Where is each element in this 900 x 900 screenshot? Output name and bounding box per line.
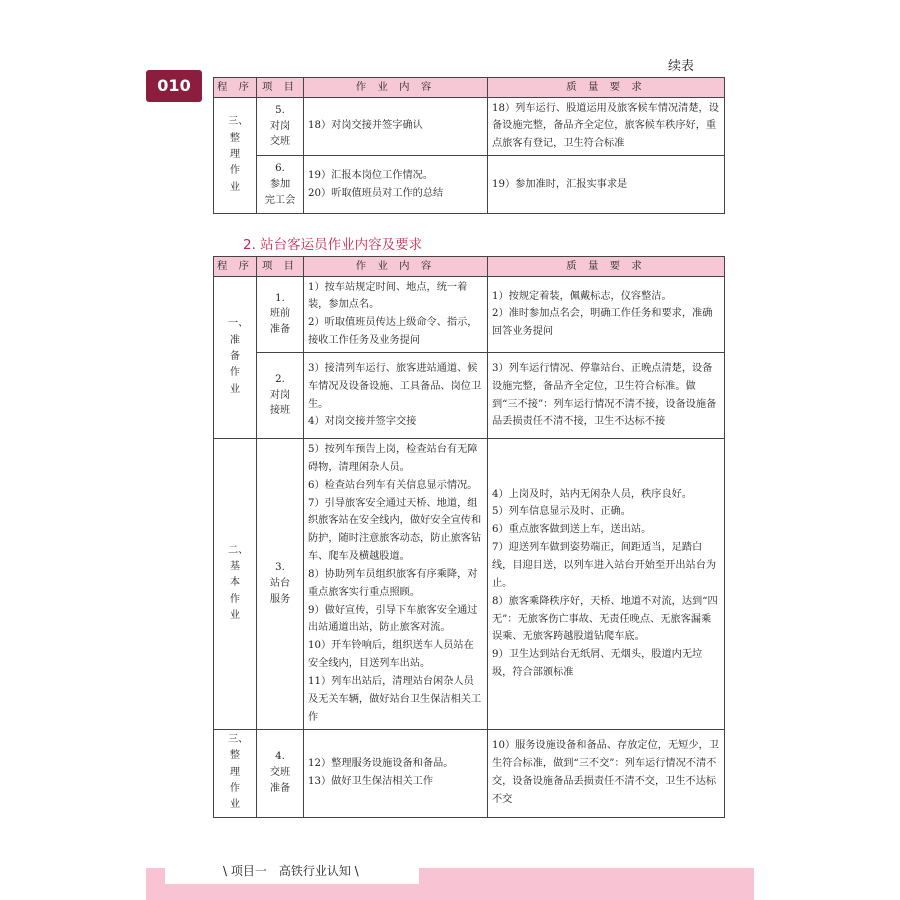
content-line: 12）整理服务设施设备和备品。 xyxy=(308,758,454,770)
content-cell xyxy=(304,276,488,352)
header-stage: 程 序 xyxy=(214,78,257,98)
header-item: 项 目 xyxy=(257,257,304,277)
table-header-row xyxy=(214,78,725,98)
continued-table xyxy=(213,77,725,214)
quality-cell xyxy=(488,156,725,214)
item-label: 5. 对岗 交班 xyxy=(269,104,291,148)
content-line: 6）检查站台列车有关信息显示情况。 xyxy=(308,479,478,491)
content-line: 2）听取值班员传达上级命令、指示，接收工作任务及业务提问 xyxy=(308,317,478,347)
duty-table xyxy=(213,256,725,818)
item-cell xyxy=(257,439,304,730)
quality-cell xyxy=(488,276,725,352)
quality-line: 6）重点旅客做到送上车，送出站。 xyxy=(492,524,652,536)
header-item: 项 目 xyxy=(257,78,304,98)
quality-line: 7）迎送列车做到姿势端正，间距适当，足踏白线，目迎目送，以列车进入站台开始至开出站台为止。 xyxy=(492,542,717,589)
content-cell xyxy=(304,439,488,730)
header-quality: 质 量 要 求 xyxy=(488,257,725,277)
content-cell xyxy=(304,97,488,156)
item-label: 6. 参加 完工会 xyxy=(264,162,296,206)
footer-chapter-label: \ 项目一 高铁行业认知 \ xyxy=(165,858,419,884)
content-line: 10）开车铃响后，组织送车人员站在安全线内，目送列车出站。 xyxy=(308,640,474,670)
item-cell xyxy=(257,156,304,214)
content-line: 1）按车站规定时间、地点，统一着装，参加点名。 xyxy=(308,281,468,311)
stage-cell xyxy=(214,276,257,438)
quality-line: 2）准时参加点名会，明确工作任务和要求，准确回答业务提问 xyxy=(492,308,713,338)
item-cell xyxy=(257,729,304,817)
quality-line: 10）服务设施设备和备品、存放定位，无短少，卫生符合标准，做到“三不交”：列车运行情况不清不交，设备设施备品丢损责任不清不交，卫生不达标不交 xyxy=(492,740,719,805)
section-title: 2. 站台客运员作业内容及要求 xyxy=(243,237,423,253)
header-content: 作 业 内 容 xyxy=(304,257,488,277)
table-row xyxy=(214,439,725,730)
quality-line: 5）列车信息显示及时、正确。 xyxy=(492,506,631,518)
quality-line: 3）列车运行情况、停靠站台、正晚点清楚，设备设施完整，备品齐全定位，卫生符合标准。做到“三不接”：列车运行情况不清不接，设备设施备品丢损责任不清不接，卫生不达标不接 xyxy=(492,362,717,428)
header-content: 作 业 内 容 xyxy=(304,78,488,98)
content-line: 7）引导旅客安全通过天桥、地道，组织旅客站在安全线内，做好安全宣传和防护，随时注意旅客动态，防止旅客钻车、爬车及横越股道。 xyxy=(308,497,482,563)
item-label: 4. 交班 准备 xyxy=(269,751,291,794)
content-line: 4）对岗交接并签字交接 xyxy=(308,416,417,428)
quality-cell xyxy=(488,729,725,817)
continued-label: 续表 xyxy=(668,59,695,74)
stage-label: 一、准备作业 xyxy=(228,318,249,395)
quality-line: 1）按规定着装，佩戴标志，仪容整洁。 xyxy=(492,290,672,302)
header-quality: 质 量 要 求 xyxy=(488,78,725,98)
quality-line: 18）列车运行、股道运用及旅客候车情况清楚，设备设施完整，备品齐全定位，旅客候车秩序好，重点旅客有登记，卫生符合标准 xyxy=(492,102,719,150)
stage-cell xyxy=(214,97,257,214)
content-cell xyxy=(304,353,488,439)
content-line: 19）汇报本岗位工作情况。 xyxy=(308,169,434,181)
item-cell xyxy=(257,97,304,156)
content-line: 20）听取值班员对工作的总结 xyxy=(308,187,444,199)
table-row xyxy=(214,729,725,817)
table-row xyxy=(214,97,725,156)
content-line: 18）对岗交接并签字确认 xyxy=(308,120,423,132)
quality-line: 9）卫生达到站台无纸屑、无烟头，股道内无垃圾，符合部颁标准 xyxy=(492,649,703,679)
content-line: 5）按列车预告上岗，检查站台有无障碍物，清理闲杂人员。 xyxy=(308,444,478,473)
item-cell xyxy=(257,353,304,439)
item-label: 1. 班前 准备 xyxy=(269,292,291,336)
content-line: 13）做好卫生保洁相关工作 xyxy=(308,776,434,788)
content-line: 9）做好宣传，引导下车旅客安全通过出站通道出站，防止旅客对流。 xyxy=(308,604,478,634)
quality-cell xyxy=(488,439,725,730)
quality-line: 8）旅客乘降秩序好，天桥、地道不对流，达到“四无”：无旅客伤亡事故、无责任晚点、无旅客漏乘误乘、无旅客跨越股道钻爬车底。 xyxy=(492,595,718,643)
table-row xyxy=(214,156,725,214)
content-line: 11）列车出站后，清理站台闲杂人员及无关车辆，做好站台卫生保洁相关工作 xyxy=(308,675,482,723)
table-row xyxy=(214,276,725,352)
content-line: 3）接清列车运行、旅客进站通道、候车情况及设备设施、工具备品、岗位卫生。 xyxy=(308,362,482,410)
stage-cell xyxy=(214,439,257,730)
table-header-row xyxy=(214,257,725,277)
quality-line: 19）参加准时，汇报实事求是 xyxy=(492,178,628,190)
header-stage: 程 序 xyxy=(214,257,257,277)
stage-cell xyxy=(214,729,257,817)
item-cell xyxy=(257,276,304,352)
quality-cell xyxy=(488,97,725,156)
item-label: 2. 对岗 接班 xyxy=(269,373,291,417)
table-row xyxy=(214,353,725,439)
stage-label: 三、整理作业 xyxy=(228,733,249,811)
content-line: 8）协助列车员组织旅客有序乘降，对重点旅客实行重点照顾。 xyxy=(308,568,478,598)
stage-label: 三、整理作业 xyxy=(228,116,249,193)
page-number: 010 xyxy=(146,70,202,102)
content-cell xyxy=(304,729,488,817)
item-label: 3. 站台 服务 xyxy=(269,562,291,605)
quality-line: 4）上岗及时，站内无闲杂人员，秩序良好。 xyxy=(492,488,693,500)
content-cell xyxy=(304,156,488,214)
stage-label: 二、基本作业 xyxy=(228,544,249,621)
quality-cell xyxy=(488,353,725,439)
